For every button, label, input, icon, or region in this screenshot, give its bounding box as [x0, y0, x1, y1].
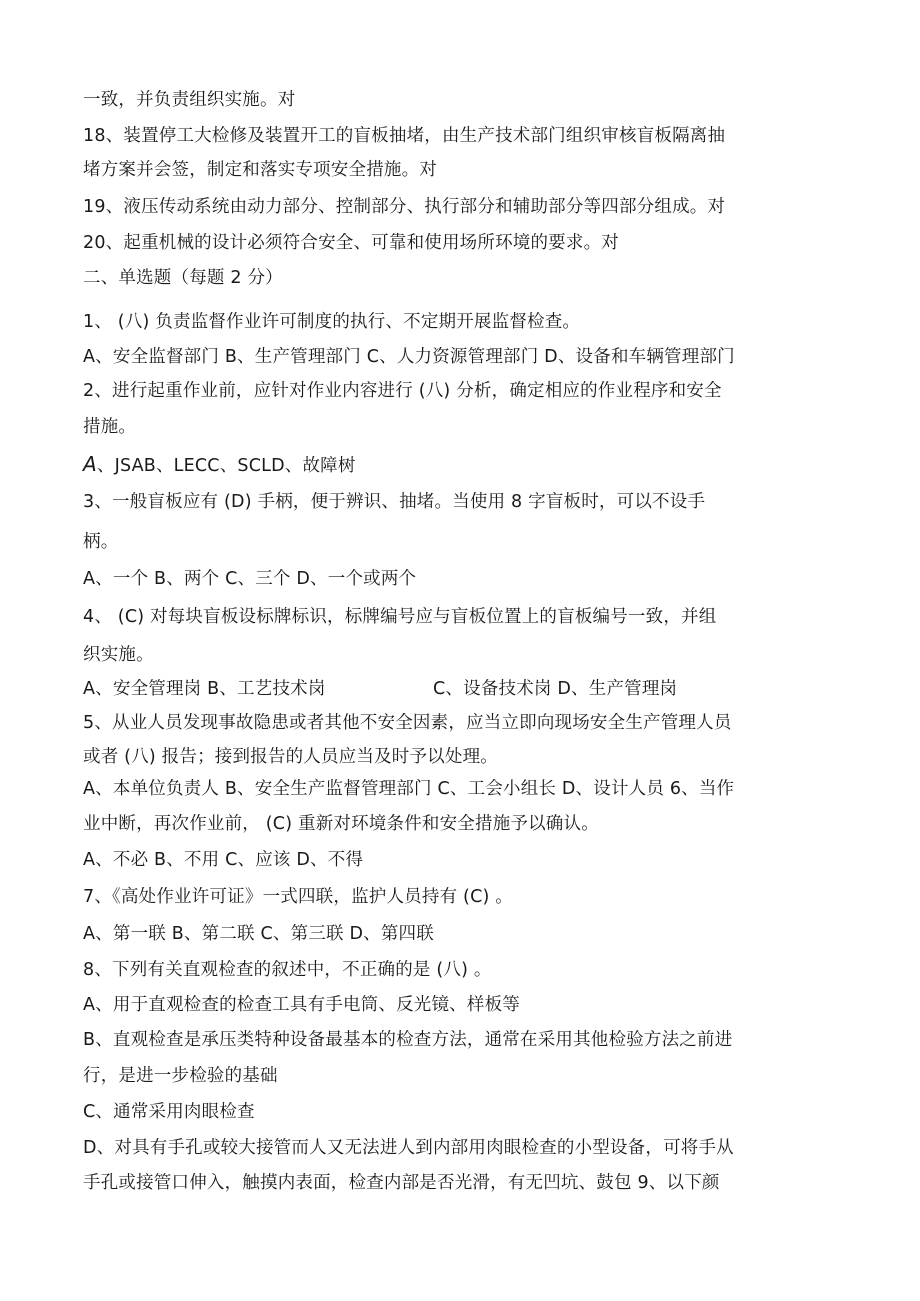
text-line: 柄。	[83, 532, 119, 552]
text-line: 措施。	[83, 417, 137, 437]
text-line: 18、装置停工大检修及装置开工的盲板抽堵，由生产技术部门组织审核盲板隔离抽	[83, 126, 726, 146]
options-line: A、不必 B、不用 C、应该 D、不得	[83, 850, 364, 870]
options-line	[83, 677, 828, 701]
options-line: A、第一联 B、第二联 C、第三联 D、第四联	[83, 924, 434, 944]
text-line: 19、液压传动系统由动力部分、控制部分、执行部分和辅助部分等四部分组成。对	[83, 197, 726, 217]
options-line: A、安全监督部门 B、生产管理部门 C、人力资源管理部门 D、设备和车辆管理部门	[83, 347, 735, 367]
text-line: 一致，并负责组织实施。对	[83, 90, 296, 110]
section-heading: 二、单选题（每题 2 分）	[83, 268, 283, 288]
text-line: 织实施。	[83, 645, 154, 665]
question-line: 1、 (八) 负责监督作业许可制度的执行、不定期开展监督检查。	[83, 312, 581, 332]
options-text: 、JSAB、LECC、SCLD、故障树	[96, 456, 356, 476]
options-line: A、一个 B、两个 C、三个 D、一个或两个	[83, 569, 417, 589]
question-line: 2、进行起重作业前，应针对作业内容进行 (八) 分析，确定相应的作业程序和安全	[83, 381, 722, 401]
question-line: 3、一般盲板应有 (D) 手柄，便于辨识、抽堵。当使用 8 字盲板时，可以不设手	[83, 492, 706, 512]
text-line: 或者 (八) 报告；接到报告的人员应当及时予以处理。	[83, 747, 498, 767]
options-line: C、通常采用肉眼检查	[83, 1102, 255, 1122]
question-line: 4、 (C) 对每块盲板设标牌标识，标牌编号应与盲板位置上的盲板编号一致，并组	[83, 607, 717, 627]
question-line: 5、从业人员发现事故隐患或者其他不安全因素，应当立即向现场安全生产管理人员	[83, 713, 732, 733]
options-line: A、本单位负责人 B、安全生产监督管理部门 C、工会小组长 D、设计人员 6、当作	[83, 779, 735, 799]
options-line: A、用于直观检查的检查工具有手电筒、反光镜、样板等	[83, 995, 520, 1015]
text-line: 行，是进一步检验的基础	[83, 1066, 278, 1086]
option-a-letter: A	[83, 452, 97, 476]
question-line: 7、《高处作业许可证》一式四联，监护人员持有 (C) 。	[83, 887, 513, 907]
text-line: 手孔或接管口伸入，触摸内表面，检查内部是否光滑，有无凹坑、鼓包 9、以下颜	[83, 1173, 720, 1193]
options-text-right: C、设备技术岗 D、生产管理岗	[433, 679, 678, 699]
text-line: 业中断，再次作业前， (C) 重新对环境条件和安全措施予以确认。	[83, 814, 599, 834]
text-line: 堵方案并会签，制定和落实专项安全措施。对	[83, 160, 437, 180]
options-line: D、对具有手孔或较大接管而人又无法进人到内部用肉眼检查的小型设备，可将手从	[83, 1138, 734, 1158]
options-line	[83, 452, 828, 478]
options-text-left: A、安全管理岗 B、工艺技术岗	[83, 679, 326, 699]
text-line: 20、起重机械的设计必须符合安全、可靠和使用场所环境的要求。对	[83, 233, 619, 253]
question-line: 8、下列有关直观检查的叙述中，不正确的是 (八) 。	[83, 960, 492, 980]
options-line: B、直观检查是承压类特种设备最基本的检查方法，通常在采用其他检验方法之前进	[83, 1030, 733, 1050]
